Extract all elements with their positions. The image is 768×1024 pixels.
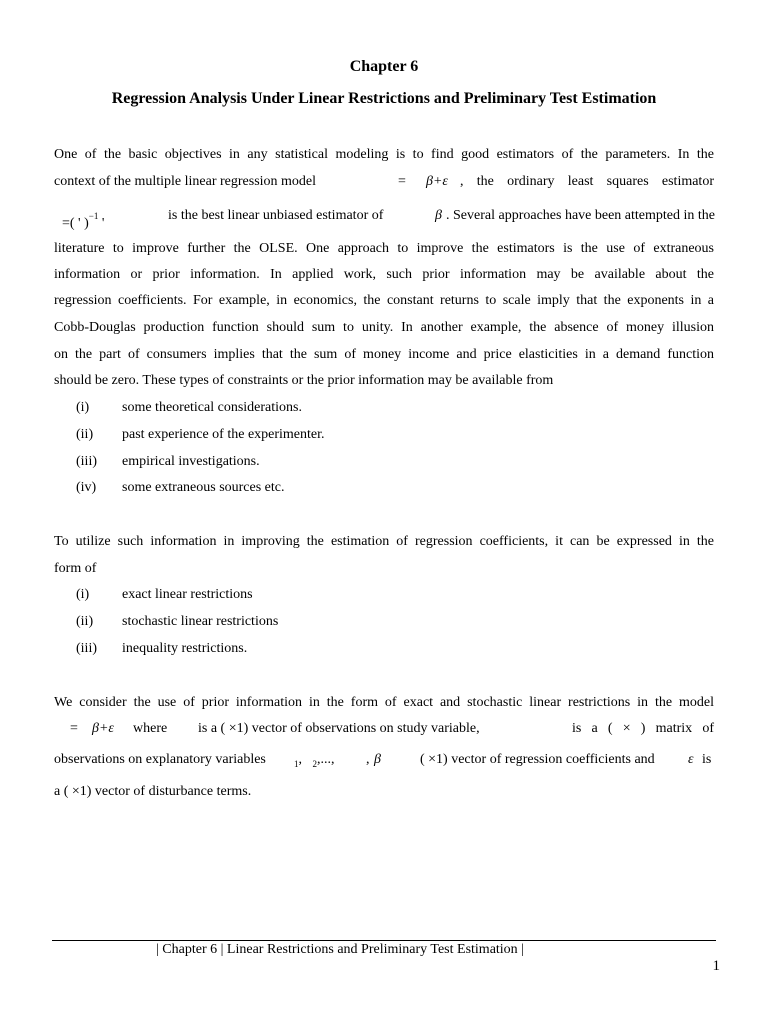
list-item-text: some theoretical considerations. — [122, 400, 302, 415]
model-beta-epsilon: β+ε — [426, 174, 448, 189]
list-item-text: empirical investigations. — [122, 454, 260, 469]
intro-line-5: information or prior information. In applied work, such prior information may be available about the — [54, 267, 714, 282]
intro-line-4: literature to improve further the OLSE. One approach to improve the estimators is the use of extraneous — [54, 241, 714, 256]
list-item-text: stochastic linear restrictions — [122, 614, 279, 629]
intro-line-3-text: is the best linear unbiased estimator of — [168, 208, 384, 223]
ols-inverse-exponent: −1 — [88, 211, 99, 221]
model-where: where — [133, 721, 168, 736]
variable-separator: , — [366, 752, 370, 767]
model-beta-epsilon: β+ε — [92, 721, 114, 736]
variable-separator: , — [298, 752, 302, 767]
list-item — [0, 453, 768, 471]
running-footer: | Chapter 6 | Linear Restrictions and Preliminary Test Estimation | — [156, 942, 524, 957]
list-item-number: (i) — [76, 400, 90, 415]
epsilon-symbol: ε — [688, 752, 694, 767]
model-equals: = — [70, 721, 78, 736]
list-item-text: exact linear restrictions — [122, 587, 253, 602]
intro-line-9: should be zero. These types of constraints or the prior information may be available from — [54, 373, 554, 388]
list-item — [0, 479, 768, 497]
intro-line-2-tail: , the ordinary least squares estimator — [460, 174, 714, 189]
list-item-number: (ii) — [76, 614, 94, 629]
model-coefficients-text: ( ×1) vector of regression coefficients and — [420, 752, 655, 767]
intro-line-2-text: context of the multiple linear regression model — [54, 174, 317, 189]
intro-line-6: regression coefficients. For example, in economics, the constant returns to scale imply that the exponents in a — [54, 293, 714, 308]
model-line-4: a ( ×1) vector of disturbance terms. — [54, 784, 252, 799]
list-item-text: inequality restrictions. — [122, 641, 248, 656]
explanatory-variable-list — [294, 751, 335, 773]
model-line-1: We consider the use of prior information in the form of exact and stochastic linear restrictions in the model — [54, 695, 714, 710]
intro-line-1: One of the basic objectives in any statistical modeling is to find good estimators of the parameters. In the — [54, 147, 714, 162]
intro-line-8: on the part of consumers implies that the sum of money income and price elasticities in a demand function — [54, 347, 714, 362]
intro-line-3-tail: . Several approaches have been attempted in the — [446, 208, 715, 223]
list-item-text: past experience of the experimenter. — [122, 427, 325, 442]
variable-ellipsis: ,..., — [317, 752, 335, 767]
forms-intro-line-2: form of — [54, 561, 97, 576]
footer-divider — [52, 940, 716, 941]
chapter-title: Regression Analysis Under Linear Restrictions and Preliminary Test Estimation — [111, 90, 657, 107]
model-matrix-text: is a ( × ) matrix of — [572, 721, 714, 736]
chapter-heading: Chapter 6 — [349, 58, 419, 75]
ols-estimator-formula — [62, 207, 104, 233]
forms-intro-line-1: To utilize such information in improving the estimation of regression coefficients, it can be expressed in the — [54, 534, 714, 549]
list-item — [0, 426, 768, 444]
subscript-1: 1 — [294, 759, 299, 769]
list-item-number: (i) — [76, 587, 90, 602]
model-is-text: is — [702, 752, 712, 767]
list-item — [0, 613, 768, 631]
subscript-2: 2 — [312, 759, 317, 769]
list-item-text: some extraneous sources etc. — [122, 480, 285, 495]
ols-formula-tail: ' — [98, 216, 105, 231]
list-item-number: (iii) — [76, 454, 97, 469]
list-item — [0, 399, 768, 417]
list-item-number: (ii) — [76, 427, 94, 442]
beta-symbol: β — [435, 208, 442, 223]
list-item-number: (iii) — [76, 641, 97, 656]
ols-formula-body: =( ' ) — [62, 216, 89, 231]
model-equals: = — [398, 174, 406, 189]
model-explanatory-text: observations on explanatory variables — [54, 752, 266, 767]
list-item — [0, 640, 768, 658]
page-number: 1 — [712, 958, 720, 974]
list-item — [0, 586, 768, 604]
intro-line-7: Cobb-Douglas production function should sum to unity. In another example, the absence of money illusion — [54, 320, 714, 335]
model-study-variable-text: is a ( ×1) vector of observations on study variable, — [198, 721, 480, 736]
list-item-number: (iv) — [76, 480, 97, 495]
beta-symbol: β — [374, 752, 381, 767]
